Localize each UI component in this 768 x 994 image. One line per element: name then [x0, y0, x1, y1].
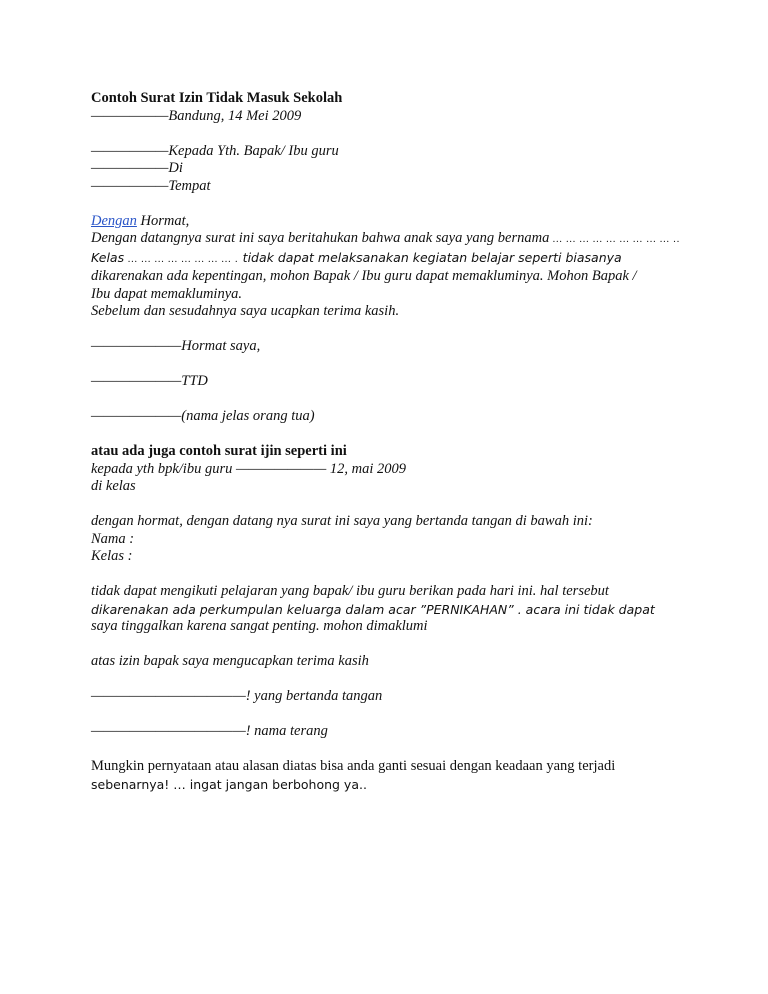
letter2-body-line2: dikarenakan ada perkumpulan keluarga dalam acar ”PERNIKAHAN” . acara ini tidak dapat	[91, 601, 655, 617]
letter2-di-kelas: di kelas	[91, 478, 136, 494]
footer-line1: Mungkin pernyataan atau alasan diatas bisa anda ganti sesuai dengan keadaan yang terjadi	[91, 758, 616, 774]
greeting-rest: Hormat,	[136, 212, 190, 229]
document-content	[91, 90, 691, 793]
letter1-recipient-line: ——————Kepada Yth. Bapak/ Ibu guru	[91, 142, 339, 159]
letter1-body-line1	[91, 230, 691, 249]
letter2-opening: dengan hormat, dengan datang nya surat ini saya yang bertanda tangan di bawah ini:	[91, 513, 593, 529]
dengan-link[interactable]: Dengan	[91, 212, 137, 229]
letter2-clear-name-line: ————————————! nama terang	[91, 723, 328, 739]
footer-line2: sebenarnya! … ingat jangan berbohong ya..	[91, 776, 367, 792]
letter1-tempat-line: ——————Tempat	[91, 177, 211, 194]
class-blank-dots: … … … … … … … … .	[128, 253, 239, 265]
letter2-nama-field: Nama :	[91, 530, 135, 547]
letter1-closing: ———————Hormat saya,	[91, 338, 261, 354]
letter2-body-line1: tidak dapat mengikuti pelajaran yang bapak/ ibu guru berikan pada hari ini. hal tersebut	[91, 583, 609, 599]
letter1-di-line: ——————Di	[91, 160, 183, 176]
document-title: Contoh Surat Izin Tidak Masuk Sekolah	[91, 90, 343, 106]
letter1-signature: ———————TTD	[91, 373, 208, 389]
letter1-body-line4: Ibu dapat memakluminya.	[91, 285, 243, 302]
letter1-body-line3: dikarenakan ada kepentingan, mohon Bapak / Ibu guru dapat memakluminya. Mohon Bapak /	[91, 268, 637, 284]
body-line1-text: Dengan datangnya surat ini saya beritahukan bahwa anak saya yang bernama	[91, 230, 553, 246]
body-line2-text: tidak dapat melaksanakan kegiatan belajar seperti biasanya	[238, 249, 622, 265]
letter2-body-line3: saya tinggalkan karena sangat penting. mohon dimaklumi	[91, 618, 428, 634]
letter1-greeting	[91, 213, 691, 231]
letter2-thanks: atas izin bapak saya mengucapkan terima kasih	[91, 653, 369, 669]
letter1-body-line2	[91, 249, 691, 269]
letter2-recipient-line: kepada yth bpk/ibu guru ——————— 12, mai 2009	[91, 460, 406, 477]
name-blank-dots: … … … … … … … … … ..	[552, 234, 681, 245]
letter2-signed-line: ————————————! yang bertanda tangan	[91, 688, 383, 704]
letter1-body-line5: Sebelum dan sesudahnya saya ucapkan terima kasih.	[91, 303, 400, 319]
letter1-name-line: ———————(nama jelas orang tua)	[91, 408, 315, 424]
letter1-date-line: ——————Bandung, 14 Mei 2009	[91, 107, 302, 124]
kelas-label: Kelas	[91, 249, 129, 265]
letter2-heading: atau ada juga contoh surat ijin seperti ini	[91, 443, 347, 459]
letter2-kelas-field: Kelas :	[91, 548, 133, 564]
